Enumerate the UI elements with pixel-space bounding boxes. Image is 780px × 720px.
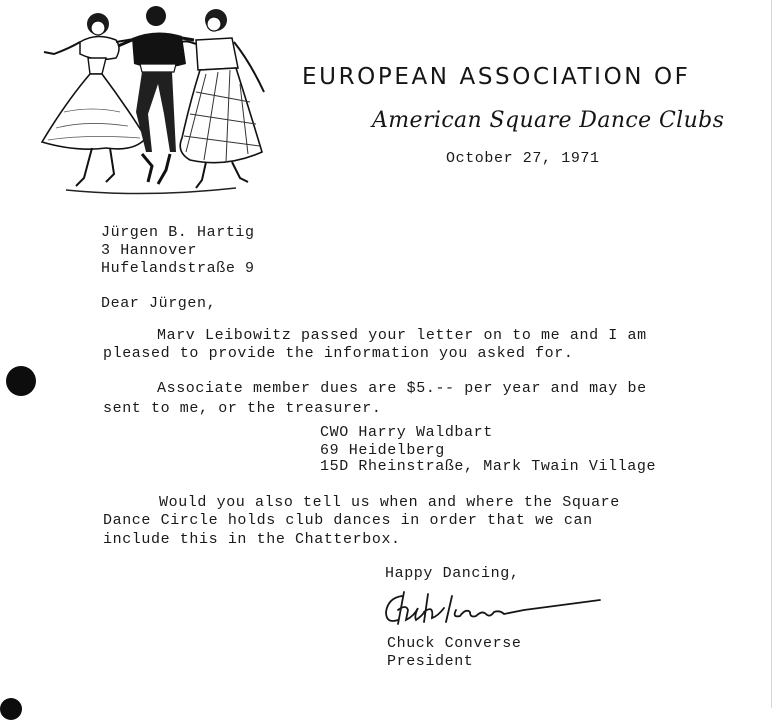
page-edge: [771, 0, 772, 708]
dancer-middle-man: [118, 6, 194, 184]
recipient-city: 3 Hannover: [101, 242, 198, 259]
treasurer-street: 15D Rheinstraße, Mark Twain Village: [320, 458, 657, 475]
salutation: Dear Jürgen,: [101, 295, 217, 312]
treasurer-city: 69 Heidelberg: [320, 442, 445, 459]
org-name-line1: EUROPEAN ASSOCIATION OF: [302, 64, 691, 90]
para3-line1: Would you also tell us when and where the Square: [159, 494, 620, 511]
para3-line3: include this in the Chatterbox.: [103, 531, 401, 548]
org-name-line2: American Square Dance Clubs: [372, 108, 725, 133]
punch-hole-mark: [6, 366, 36, 396]
punch-hole-mark-bottom: [0, 698, 22, 720]
square-dancers-illustration-icon: [36, 2, 272, 198]
para1-line2: pleased to provide the information you asked for.: [103, 345, 574, 362]
dancer-left-woman: [42, 13, 146, 186]
para1-line1: Marv Leibowitz passed your letter on to me and I am: [157, 327, 647, 344]
handwritten-signature: [374, 588, 606, 632]
recipient-street: Hufelandstraße 9: [101, 260, 255, 277]
para3-line2: Dance Circle holds club dances in order that we can: [103, 512, 593, 529]
letter-date: October 27, 1971: [446, 150, 600, 167]
recipient-name: Jürgen B. Hartig: [101, 224, 255, 241]
dancer-right-woman: [180, 9, 264, 188]
para2-line2: sent to me, or the treasurer.: [103, 400, 382, 417]
treasurer-name: CWO Harry Waldbart: [320, 424, 493, 441]
signer-title: President: [387, 653, 474, 670]
para2-line1: Associate member dues are $5.-- per year and may be: [157, 380, 647, 397]
signer-name: Chuck Converse: [387, 635, 522, 652]
closing: Happy Dancing,: [385, 565, 520, 582]
